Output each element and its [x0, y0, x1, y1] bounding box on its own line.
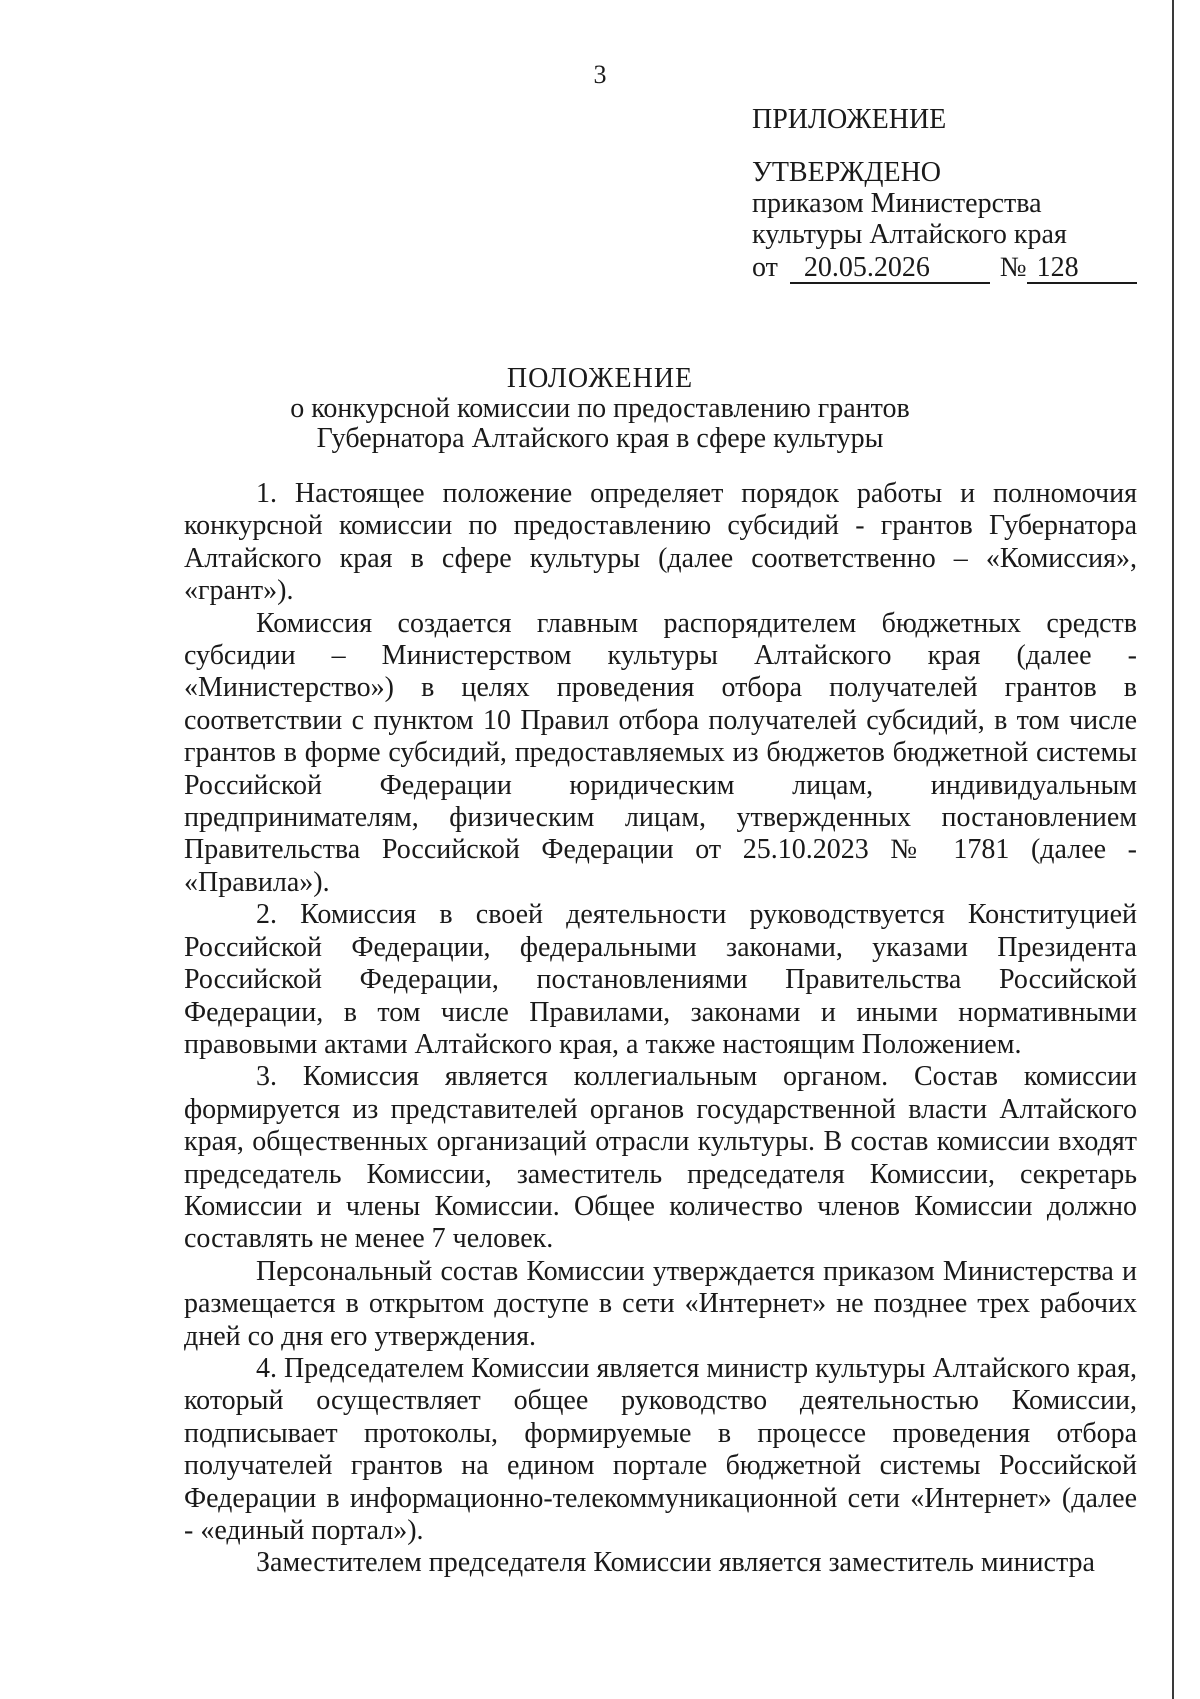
approved-by-line-2: культуры Алтайского края [752, 219, 1067, 250]
paragraph-1: 1. Настоящее положение определяет порядок работы и полномочия конкурсной комиссии по предоставлению субсидий - грантов Губернатора Алтайского края в сфере культуры (далее соответственно – «Комиссия», «грант»). [184, 478, 1137, 607]
paragraph-6: 4. Председателем Комиссии является министр культуры Алтайского края, который осуществляет общее руководство деятельностью Комиссии, подписывает протоколы, формируемые в процессе проведения отбора получателей грантов на едином портале бюджетной системы Российской Федерации в информационно-телекоммуникационной сети «Интернет» (далее - «единый портал»). [184, 1352, 1137, 1546]
title-subtitle-line-1: о конкурсной комиссии по предоставлению грантов [290, 393, 910, 424]
date-prefix: от [752, 252, 778, 283]
scan-edge-line [1172, 0, 1174, 1699]
number-sign: № [999, 252, 1027, 283]
approved-label: УТВЕРЖДЕНО [752, 157, 942, 188]
appendix-label: ПРИЛОЖЕНИЕ [752, 104, 947, 135]
order-number: 128 [1027, 254, 1137, 284]
title-main: ПОЛОЖЕНИЕ [506, 363, 694, 394]
approval-block [752, 104, 1067, 250]
paragraph-5: Персональный состав Комиссии утверждается приказом Министерства и размещается в открытом доступе в сети «Интернет» не позднее трех рабочих дней со дня его утверждения. [184, 1255, 1137, 1352]
paragraph-3: 2. Комиссия в своей деятельности руководствуется Конституцией Российской Федерации, федеральными законами, указами Президента Российской Федерации, постановлениями Правительства Российской Федерации, в том числе Правилами, законами и иными нормативными правовыми актами Алтайского края, а также настоящим Положением. [184, 899, 1137, 1060]
order-reference [752, 252, 1137, 284]
title-subtitle-line-2: Губернатора Алтайского края в сфере культуры [316, 423, 884, 454]
order-date: 20.05.2026 [790, 254, 990, 284]
approved-by-line-1: приказом Министерства [752, 188, 1042, 219]
paragraph-4: 3. Комиссия является коллегиальным органом. Состав комиссии формируется из представителей органов государственной власти Алтайского края, общественных организаций отрасли культуры. В состав комиссии входят председатель Комиссии, заместитель председателя Комиссии, секретарь Комиссии и члены Комиссии. Общее количество членов Комиссии должно составлять не менее 7 человек. [184, 1061, 1137, 1255]
paragraph-2: Комиссия создается главным распорядителем бюджетных средств субсидии – Министерством культуры Алтайского края (далее - «Министерство») в целях проведения отбора получателей грантов в соответствии с пунктом 10 Правил отбора получателей субсидий, в том числе грантов в форме субсидий, предоставляемых из бюджетов бюджетной системы Российской Федерации юридическим лицам, индивидуальным предпринимателям, физическим лицам, утвержденных постановлением Правительства Российской Федерации от 25.10.2023 № 1781 (далее - «Правила»). [184, 607, 1137, 898]
document-body [184, 478, 1137, 1580]
document-title [0, 364, 1200, 454]
paragraph-7: Заместителем председателя Комиссии является заместитель министра [256, 1547, 1095, 1579]
page-number: 3 [593, 60, 607, 89]
